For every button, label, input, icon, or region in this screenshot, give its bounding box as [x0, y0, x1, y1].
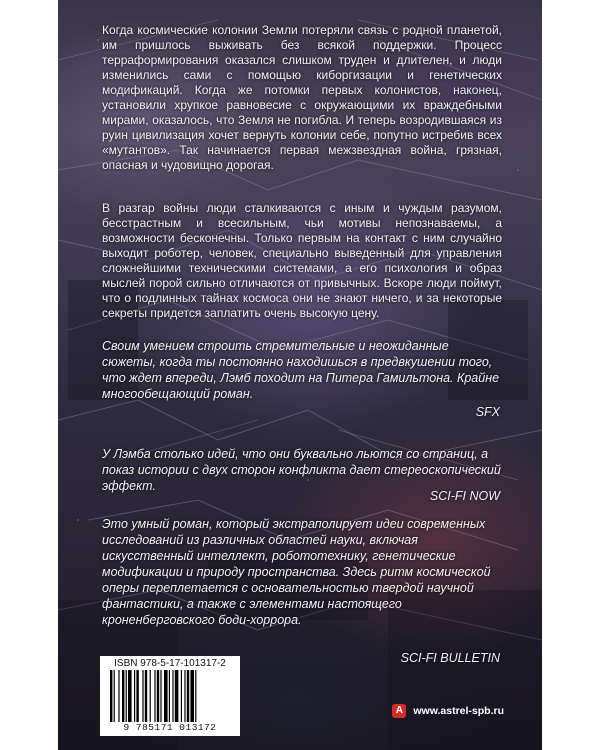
annotation-paragraph-2: В разгар войны люди сталкиваются с иным и чуждым разумом, бесстрастным и всесильным, чьи мотивы непознаваемы, а возможности бесконечны. Только первым на контакт с ним случайно выходит роботер, человек, специально выведенный для управления сложнейшими техническими системами, а его психология и образ мыслей порой сильно отличаются от привычных. Вскоре люди поймут, что о подлинных тайнах космоса они не знают ничего, и за некоторые секреты придется заплатить очень высокую цену. [102, 201, 502, 320]
barcode-bar [134, 670, 135, 722]
isbn-barcode [100, 656, 240, 736]
barcode-bar [157, 670, 159, 722]
publisher-block [392, 704, 504, 718]
review-source-2: SCI-FI NOW [429, 489, 500, 503]
barcode-bar [126, 670, 127, 722]
barcode-bar [122, 670, 124, 722]
barcode-bar [160, 670, 161, 722]
barcode-bar [195, 670, 196, 722]
barcode-bar [142, 670, 143, 722]
barcode-bar [128, 670, 132, 722]
publisher-logo-icon: А [392, 704, 406, 718]
barcode-bar [110, 670, 112, 722]
book-back-cover [58, 0, 542, 750]
barcode-bars [110, 670, 230, 722]
barcode-bar [175, 670, 179, 722]
publisher-website-link[interactable]: www.astrel-spb.ru [413, 705, 504, 717]
barcode-bar [118, 670, 119, 722]
barcode-bar [184, 670, 185, 722]
barcode-digits: 9 785171 013172 [123, 722, 217, 733]
annotation-paragraph-1: Когда космические колонии Земли потеряли связь с родной планетой, им пришлось выживать без всякой поддержки. Процесс терраформирования оказался слишком труден и длителен, и люди изменились сами с помощью киборгизации и генетических модификаций. Когда же потомки первых колонистов, наконец, установили хрупкое равновесие с окружающими их враждебными мирами, оказалось, что Земля не погибла. И теперь возродившаяся из руин цивилизация хочет вернуть колонии себе, попутно истребив всех «мутантов». Так начинается первая межзвездная война, грязная, опасная и чудовищно дорогая. [102, 23, 502, 172]
barcode-bar [169, 670, 170, 722]
isbn-label: ISBN 978-5-17-101317-2 [114, 658, 226, 669]
barcode-bar [187, 670, 189, 722]
barcode-bar [136, 670, 138, 722]
barcode-bar [150, 670, 151, 722]
review-quote-3: Это умный роман, который экстраполирует идеи современных исследований из различных областей науки, включая искусственный интеллект, робототехнику, генетические модификации и природу пространства. Здесь ритм космической оперы переплетается с основательностью твердой научной фантастики, а также с элементами настоящего кроненберговского боди-хоррора. [102, 517, 491, 627]
barcode-bar [190, 670, 194, 722]
barcode-bar [172, 670, 173, 722]
barcode-bar [145, 670, 147, 722]
barcode-bar [164, 670, 168, 722]
barcode-bar [154, 670, 155, 722]
barcode-bar [114, 670, 115, 722]
barcode-bar [181, 670, 182, 722]
review-source-1: SFX [475, 405, 500, 419]
review-quote-2: У Лэмба столько идей, что они буквально льются со страниц, а показ истории с двух сторон конфликта дает стереоскопический эффект. [102, 447, 501, 493]
review-quote-1: Своим умением строить стремительные и неожиданные сюжеты, когда ты постоянно находишься в предвкушении того, что ждет впереди, Лэмб походит на Питера Гамильтона. Крайне многообещающий роман. [102, 339, 500, 401]
review-source-3: SCI-FI BULLETIN [400, 651, 500, 665]
